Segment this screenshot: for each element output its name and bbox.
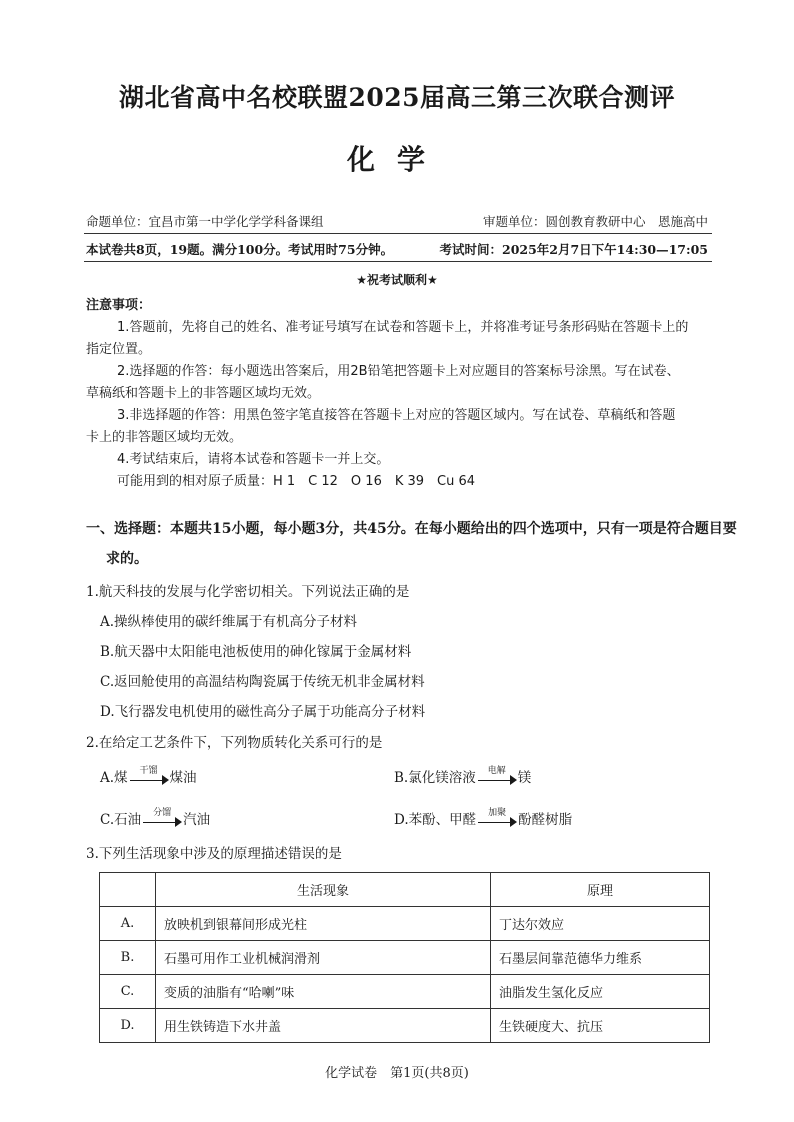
- note-2-line-1: 2.选择题的作答：每小题选出答案后，用2B铅笔把答题卡上对应题目的答案标号涂黑。写在试卷、: [117, 364, 680, 379]
- q1-stem: 1.航天科技的发展与化学密切相关。下列说法正确的是: [86, 584, 410, 600]
- q2-b-product: 镁: [517, 770, 532, 786]
- q2-d-reactant: D.苯酚、甲醛: [394, 812, 477, 828]
- q3-stem: 3.下列生活现象中涉及的原理描述错误的是: [86, 846, 342, 862]
- header-rule-top: [84, 233, 712, 234]
- good-luck-banner: ★祝考试顺利★: [356, 273, 438, 287]
- q2-option-b: [394, 766, 531, 786]
- table-row: [100, 975, 710, 1009]
- table-header-cell: [100, 873, 156, 907]
- q2-stem: 2.在给定工艺条件下，下列物质转化关系可行的是: [86, 735, 383, 751]
- q1-option-c: C.返回舱使用的高温结构陶瓷属于传统无机非金属材料: [100, 674, 425, 690]
- table-cell-label: C.: [100, 975, 156, 1009]
- table-cell-principle: 油脂发生氢化反应: [491, 975, 710, 1009]
- q2-a-condition: 干馏: [139, 765, 158, 776]
- table-cell-principle: 生铁硬度大、抗压: [491, 1009, 710, 1043]
- reaction-arrow-icon: [128, 765, 170, 786]
- paper-info: 本试卷共8页，19题。满分100分。考试用时75分钟。: [86, 242, 394, 257]
- table-cell-phenomenon: 放映机到银幕间形成光柱: [156, 907, 491, 941]
- table-cell-label: B.: [100, 941, 156, 975]
- table-row: [100, 907, 710, 941]
- reaction-arrow-icon: [476, 765, 518, 786]
- subject-title: 化学: [346, 143, 447, 176]
- note-3-line-1: 3.非选择题的作答：用黑色签字笔直接答在答题卡上对应的答题区域内。写在试卷、草稿纸和答题: [117, 408, 676, 423]
- q1-option-b: B.航天器中太阳能电池板使用的砷化镓属于金属材料: [100, 644, 412, 660]
- note-3-line-2: 卡上的非答题区域均无效。: [86, 430, 243, 445]
- table-header-row: [100, 873, 710, 907]
- setter-info: 命题单位：宜昌市第一中学化学学科备课组: [86, 214, 324, 229]
- reaction-arrow-icon: [141, 807, 183, 828]
- q2-c-condition: 分馏: [153, 807, 172, 818]
- table-cell-principle: 丁达尔效应: [491, 907, 710, 941]
- q2-d-condition: 加聚: [488, 807, 507, 818]
- page-footer: 化学试卷 第1页(共8页): [325, 1066, 469, 1081]
- q1-option-d: D.飞行器发电机使用的磁性高分子属于功能高分子材料: [100, 704, 426, 720]
- q2-option-d: [394, 808, 572, 828]
- header-rule-bottom: [84, 261, 712, 262]
- notes-heading: 注意事项：: [86, 298, 152, 313]
- reaction-arrow-icon: [476, 807, 518, 828]
- table-header-cell: 生活现象: [156, 873, 491, 907]
- q2-a-product: 煤油: [169, 770, 197, 786]
- table-cell-phenomenon: 变质的油脂有“哈喇”味: [156, 975, 491, 1009]
- exam-time: 考试时间：2025年2月7日下午14:30—17:05: [439, 242, 708, 257]
- exam-title: 湖北省高中名校联盟2025届高三第三次联合测评: [118, 83, 676, 112]
- table-cell-principle: 石墨层间靠范德华力维系: [491, 941, 710, 975]
- q2-option-c: [100, 808, 210, 828]
- table-cell-label: D.: [100, 1009, 156, 1043]
- q3-table: [99, 872, 710, 1043]
- table-row: [100, 941, 710, 975]
- table-row: [100, 1009, 710, 1043]
- q2-b-reactant: B.氯化镁溶液: [394, 770, 476, 786]
- reviewer-info: 审题单位：圆创教育教研中心 恩施高中: [482, 214, 708, 229]
- q2-c-product: 汽油: [183, 812, 211, 828]
- q2-c-reactant: C.石油: [100, 812, 142, 828]
- atomic-masses: 可能用到的相对原子质量：H 1 C 12 O 16 K 39 Cu 64: [117, 474, 476, 489]
- note-4: 4.考试结束后，请将本试卷和答题卡一并上交。: [117, 452, 390, 467]
- table-cell-label: A.: [100, 907, 156, 941]
- note-2-line-2: 草稿纸和答题卡上的非答题区域均无效。: [86, 386, 321, 401]
- table-cell-phenomenon: 石墨可用作工业机械润滑剂: [156, 941, 491, 975]
- table-header-cell: 原理: [491, 873, 710, 907]
- section-1-heading: 一、选择题：本题共15小题，每小题3分，共45分。在每小题给出的四个选项中，只有一项是符合题目要: [86, 521, 737, 537]
- section-1-heading-cont: 求的。: [106, 551, 148, 567]
- q2-option-a: [100, 766, 197, 786]
- note-1-line-1: 1.答题前，先将自己的姓名、准考证号填写在试卷和答题卡上，并将准考证号条形码贴在答题卡上的: [117, 320, 689, 335]
- note-1-line-2: 指定位置。: [86, 342, 152, 357]
- q2-a-reactant: A.煤: [100, 770, 128, 786]
- q2-d-product: 酚醛树脂: [518, 812, 573, 828]
- q1-option-a: A.操纵棒使用的碳纤维属于有机高分子材料: [100, 614, 358, 630]
- table-cell-phenomenon: 用生铁铸造下水井盖: [156, 1009, 491, 1043]
- q2-b-condition: 电解: [487, 765, 506, 776]
